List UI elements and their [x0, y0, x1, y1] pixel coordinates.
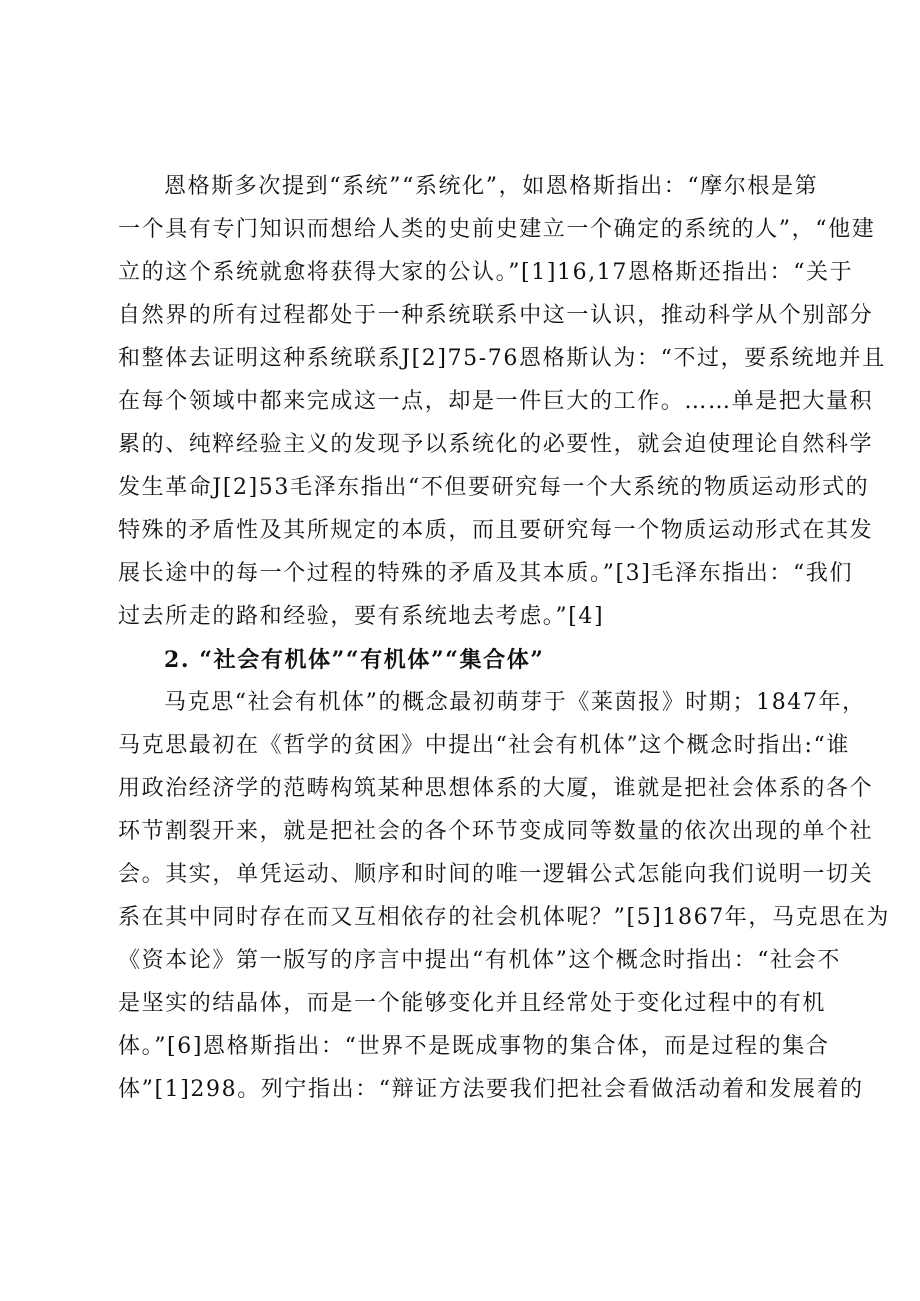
paragraph-1-line-11: 过去所走的路和经验，要有系统地去考虑。”[4]	[118, 604, 605, 629]
paragraph-2-line-6: 系在其中同时存在而又互相依存的社会机体呢？”[5]1867年，马克思在为	[118, 905, 891, 930]
paragraph-1-line-8: 发生革命J[2]53毛泽东指出“不但要研究每一个大系统的物质运动形式的	[118, 475, 870, 500]
paragraph-1-line-7: 累的、纯粹经验主义的发现予以系统化的必要性，就会迫使理论自然科学	[118, 432, 874, 457]
paragraph-2-line-1: 马克思“社会有机体”的概念最初萌芽于《莱茵报》时期；1847年，	[164, 690, 866, 715]
paragraph-2-line-7: 《资本论》第一版写的序言中提出“有机体”这个概念时指出：“社会不	[118, 948, 841, 973]
paragraph-2-line-9: 体。”[6]恩格斯指出：“世界不是既成事物的集合体，而是过程的集合	[118, 1034, 830, 1059]
paragraph-1-line-1: 恩格斯多次提到“系统”“系统化”，如恩格斯指出：“摩尔根是第	[164, 174, 819, 199]
section-heading-2: 2. “社会有机体”“有机体”“集合体”	[164, 647, 545, 673]
paragraph-2-line-8: 是坚实的结晶体，而是一个能够变化并且经常处于变化过程中的有机	[118, 991, 827, 1016]
paragraph-2-line-4: 环节割裂开来，就是把社会的各个环节变成同等数量的依次出现的单个社	[118, 819, 874, 844]
paragraph-1-line-3: 立的这个系统就愈将获得大家的公认。”[1]16,17恩格斯还指出：“关于	[118, 260, 854, 285]
paragraph-1-line-2: 一个具有专门知识而想给人类的史前史建立一个确定的系统的人”，“他建	[118, 217, 876, 242]
paragraph-1-line-5: 和整体去证明这种系统联系J[2]75-76恩格斯认为：“不过，要系统地并且	[118, 346, 886, 371]
paragraph-1-line-9: 特殊的矛盾性及其所规定的本质，而且要研究每一个物质运动形式在其发	[118, 518, 874, 543]
paragraph-2-line-10: 体”[1]298。列宁指出：“辩证方法要我们把社会看做活动着和发展着的	[118, 1077, 864, 1102]
paragraph-2-line-3: 用政治经济学的范畴构筑某种思想体系的大厦，谁就是把社会体系的各个	[118, 776, 874, 801]
paragraph-1-line-10: 展长途中的每一个过程的特殊的矛盾及其本质。”[3]毛泽东指出：“我们	[118, 561, 854, 586]
paragraph-1-line-6: 在每个领域中都来完成这一点，却是一件巨大的工作。……单是把大量积	[118, 389, 874, 414]
paragraph-2-line-2: 马克思最初在《哲学的贫困》中提出“社会有机体”这个概念时指出:“谁	[118, 733, 850, 758]
paragraph-2-line-5: 会。其实，单凭运动、顺序和时间的唯一逻辑公式怎能向我们说明一切关	[118, 862, 874, 887]
paragraph-1-line-4: 自然界的所有过程都处于一种系统联系中这一认识，推动科学从个别部分	[118, 303, 874, 328]
